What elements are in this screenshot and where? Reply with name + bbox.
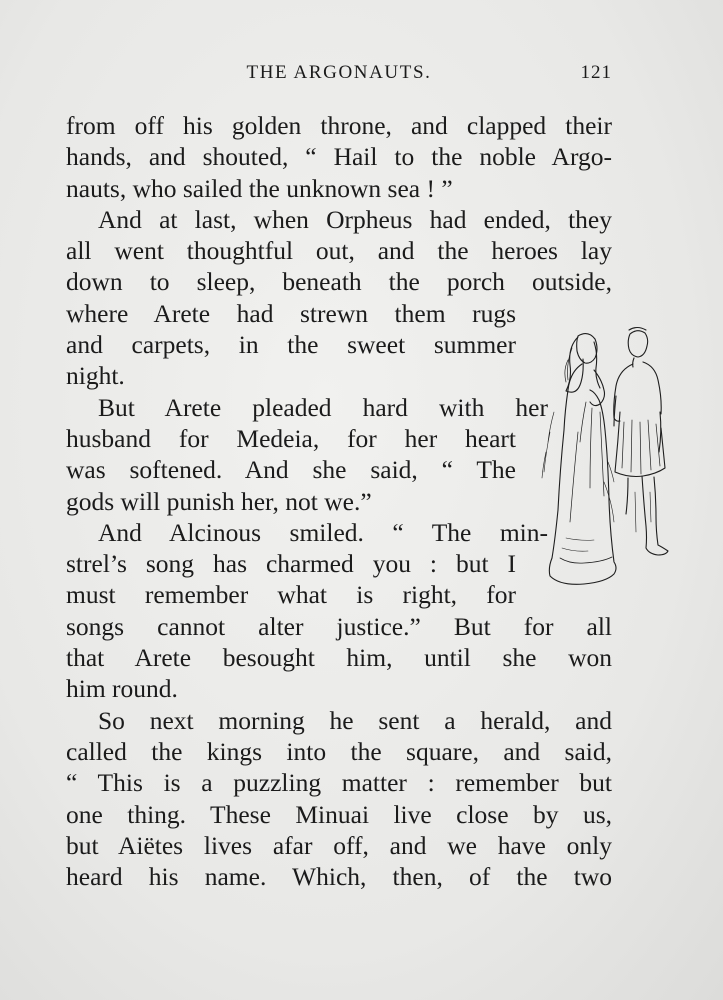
body-text xyxy=(66,110,612,892)
text-line: husband for Medeia, for her heart xyxy=(66,423,516,453)
text-line: where Arete had strewn them rugs xyxy=(66,298,516,328)
text-line: songs cannot alter justice.” But for all xyxy=(66,611,612,641)
text-line: that Arete besought him, until she won xyxy=(66,643,612,673)
text-line: And Alcinous smiled. “ The min- xyxy=(98,517,548,547)
text-line: heard his name. Which, then, of the two xyxy=(66,862,612,892)
text-line: called the kings into the square, and said, xyxy=(66,736,612,766)
text-line: and carpets, in the sweet summer xyxy=(66,330,516,360)
running-head xyxy=(66,62,612,90)
text-line: And at last, when Orpheus had ended, they xyxy=(98,204,612,234)
text-line: “ This is a puzzling matter : remember but xyxy=(66,768,612,798)
text-line: was softened. And she said, “ The xyxy=(66,455,516,485)
text-line: him round. xyxy=(66,674,178,704)
text-line: down to sleep, beneath the porch outside, xyxy=(66,267,612,297)
text-line: gods will punish her, not we.” xyxy=(66,486,372,516)
text-line: all went thoughtful out, and the heroes lay xyxy=(66,236,612,266)
text-line: night. xyxy=(66,361,125,391)
illustration-woman-and-man xyxy=(532,312,682,592)
page-number: 121 xyxy=(580,62,612,83)
text-line: But Arete pleaded hard with her xyxy=(98,392,548,422)
text-line: from off his golden throne, and clapped their xyxy=(66,111,612,140)
running-title: THE ARGONAUTS. xyxy=(246,62,432,83)
text-line: So next morning he sent a herald, and xyxy=(98,705,612,735)
text-line: one thing. These Minuai live close by us, xyxy=(66,799,612,829)
text-line: hands, and shouted, “ Hail to the noble Argo- xyxy=(66,142,612,172)
text-line: nauts, who sailed the unknown sea ! ” xyxy=(66,173,453,203)
text-line: must remember what is right, for xyxy=(66,580,516,610)
text-line: strel’s song has charmed you : but I xyxy=(66,549,516,579)
text-line: but Aiëtes lives afar off, and we have only xyxy=(66,830,612,860)
